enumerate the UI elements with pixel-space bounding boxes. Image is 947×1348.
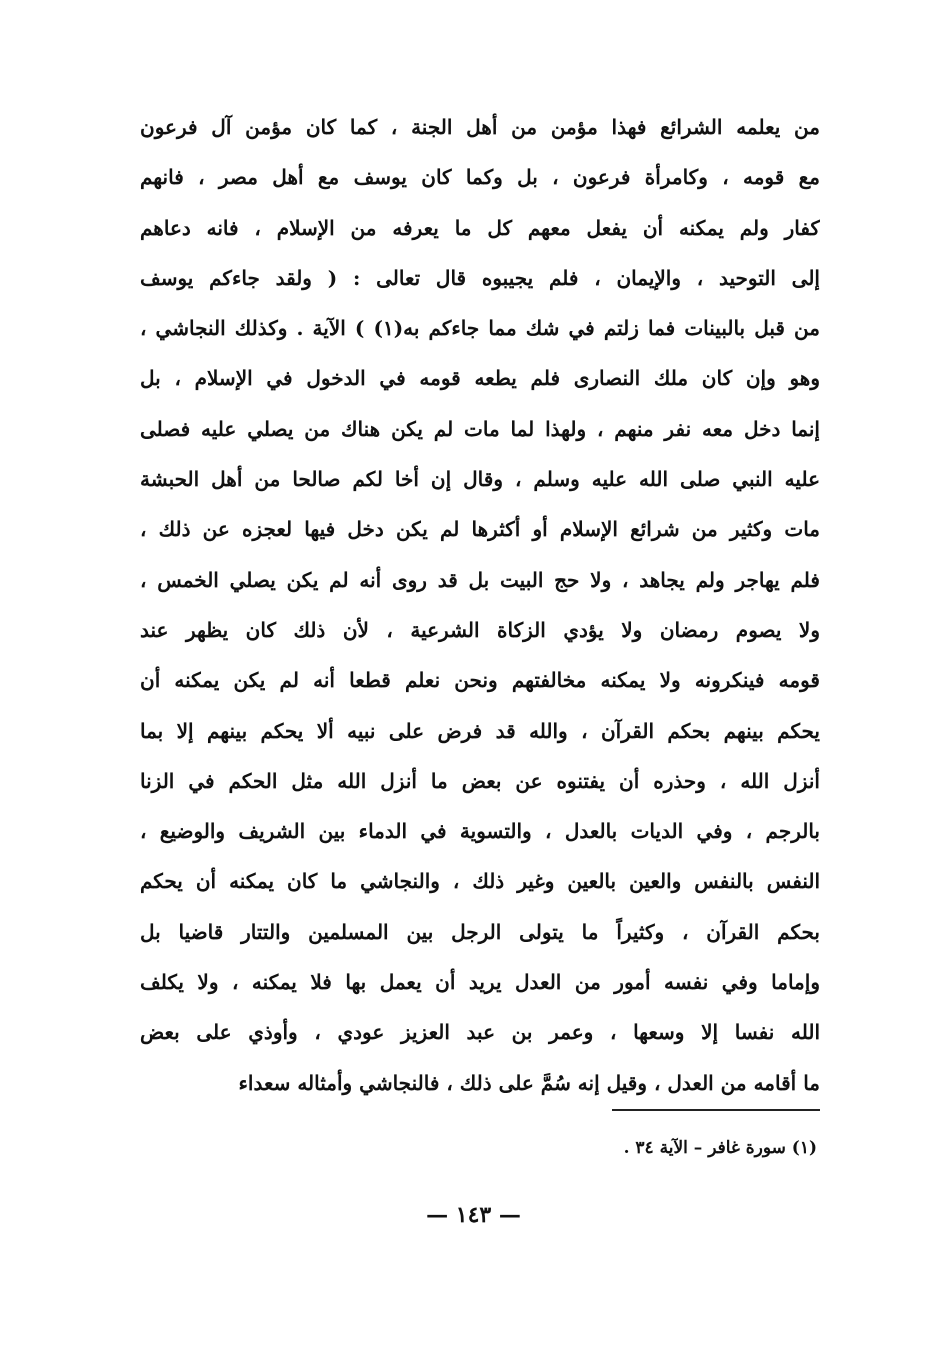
body-line-5: من قبل بالبينات فما زلتم في شك مما جاءكم به(١) ) الآية . وكذلك النجاشي ، xyxy=(140,316,820,341)
body-line-14: أنزل الله ، وحذره أن يفتنوه عن بعض ما أنزل الله مثل الحكم في الزنا xyxy=(140,768,820,793)
body-line-7: إنما دخل معه نفر منهم ، ولهذا لما مات لم يكن هناك من يصلي عليه فصلى xyxy=(140,416,820,441)
body-line-9: مات وكثير من شرائع الإسلام أو أكثرها لم يكن دخل فيها لعجزه عن ذلك ، xyxy=(140,517,820,542)
body-line-13: يحكم بينهم بحكم القرآن ، والله قد فرض على نبيه ألا يحكم بينهم إلا بما xyxy=(140,718,820,743)
body-line-10: فلم يهاجر ولم يجاهد ، ولا حج البيت بل قد روى أنه لم يكن يصلي الخمس ، xyxy=(140,567,820,592)
body-line-11: ولا يصوم رمضان ولا يؤدي الزكاة الشرعية ، لأن ذلك كان يظهر عند xyxy=(140,617,820,642)
body-line-17: بحكم القرآن ، وكثيراً ما يتولى الرجل بين المسلمين والتتار قاضيا بل xyxy=(140,919,820,944)
body-line-15: بالرجم ، وفي الديات بالعدل ، والتسوية في الدماء بين الشريف والوضيع ، xyxy=(140,819,820,844)
body-line-20: ما أقامه من العدل ، وقيل إنه سُمَّ على ذلك ، فالنجاشي وأمثاله سعداء xyxy=(238,1070,820,1095)
footnote: (١) سورة غافر – الآية ٣٤ . xyxy=(623,1138,817,1158)
body-line-8: عليه النبي صلى الله عليه وسلم ، وقال إن أخا لكم صالحا من أهل الحبشة xyxy=(140,467,820,492)
body-line-3: كفار ولم يمكنه أن يفعل معهم كل ما يعرفه من الإسلام ، فانه دعاهم xyxy=(140,215,820,240)
body-line-4: إلى التوحيد ، والإيمان ، فلم يجيبوه قال تعالى : ( ولقد جاءكم يوسف xyxy=(140,265,820,290)
body-line-19: الله نفسا إلا وسعها ، وعمر بن عبد العزيز عودي ، وأوذي على بعض xyxy=(140,1020,820,1045)
page-number: — ١٤٣ — xyxy=(426,1202,521,1228)
body-line-12: قومه فينكرونه ولا يمكنه مخالفتهم ونحن نعلم قطعا أنه لم يكن يمكنه أن xyxy=(140,668,820,693)
body-line-18: وإماما وفي نفسه أمور من العدل يريد أن يعمل بها فلا يمكنه ، ولا يكلف xyxy=(140,970,820,995)
body-text xyxy=(140,102,820,1108)
body-line-6: وهو وإن كان ملك النصارى فلم يطعه قومه في الدخول في الإسلام ، بل xyxy=(140,366,820,391)
body-line-1: من يعلمه الشرائع فهذا مؤمن من أهل الجنة ، كما كان مؤمن آل فرعون xyxy=(140,115,820,139)
body-line-2: مع قومه ، وكامرأة فرعون ، بل وكما كان يوسف مع أهل مصر ، فانهم xyxy=(140,165,820,190)
footnote-divider xyxy=(612,1109,820,1111)
body-line-16: النفس بالنفس والعين بالعين وغير ذلك ، والنجاشي ما كان يمكنه أن يحكم xyxy=(140,869,820,894)
